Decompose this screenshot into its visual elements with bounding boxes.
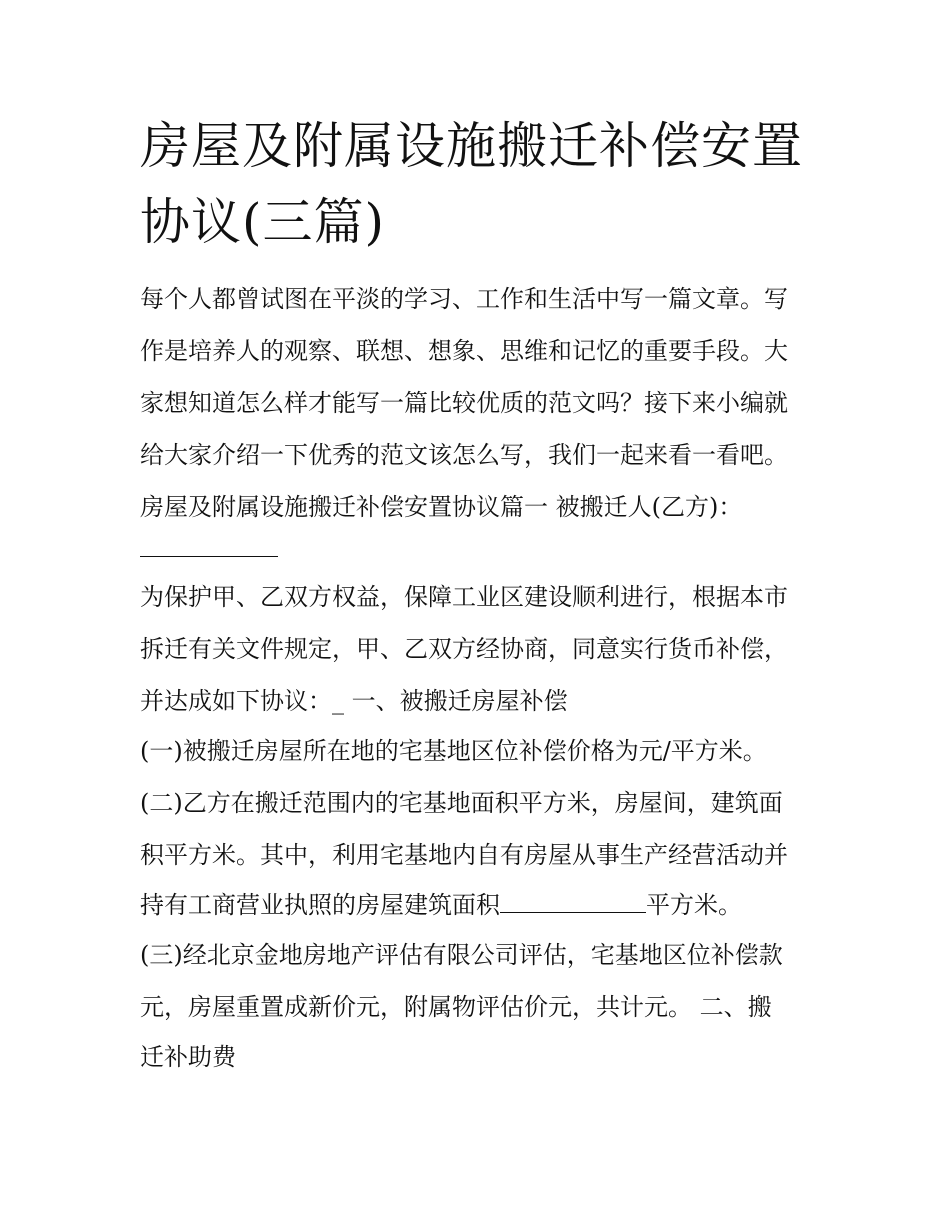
paragraph-line: 为保护甲、乙双方权益，保障工业区建设顺利进行，根据本市 [140,583,788,611]
area-line-suffix: 平方米。 [646,891,742,919]
paragraph-line: (一)被搬迁房屋所在地的宅基地区位补偿价格为元/平方米。 [140,737,767,765]
paragraph-line: 家想知道怎么样才能写一篇比较优质的范文吗？接下来小编就 [140,389,788,417]
paragraph-line: 给大家介绍一下优秀的范文该怎么写，我们一起来看一看吧。 [140,441,788,469]
title-line-2: 协议(三篇) [140,193,386,251]
paragraph-line: (二)乙方在搬迁范围内的宅基地面积平方米，房屋间，建筑面 [140,789,783,817]
paragraph-line: 积平方米。其中，利用宅基地内自有房屋从事生产经营活动并 [140,841,788,869]
area-line-prefix: 持有工商营业执照的房屋建筑面积 [140,891,500,919]
paragraph-line: 每个人都曾试图在平淡的学习、工作和生活中写一篇文章。写 [140,285,788,313]
document-title [140,108,820,260]
paragraph-line: 并达成如下协议：_ 一、被搬迁房屋补偿 [140,687,568,715]
paragraph-line: (三)经北京金地房地产评估有限公司评估，宅基地区位补偿款 [140,941,783,969]
paragraph-line-area [140,880,820,930]
paragraph-line: 拆迁有关文件规定，甲、乙双方经协商，同意实行货币补偿， [140,635,788,663]
paragraph-line: 元，房屋重置成新价元，附属物评估价元，共计元。 二、搬 [140,993,772,1021]
paragraph-line: 迁补助费 [140,1043,236,1071]
title-line-1: 房屋及附属设施搬迁补偿安置 [140,117,803,175]
paragraph-line: 作是培养人的观察、联想、想象、思维和记忆的重要手段。大 [140,337,788,365]
paragraph-line: 房屋及附属设施搬迁补偿安置协议篇一 被搬迁人(乙方)： [140,493,743,521]
area-blank-underline [500,894,646,913]
fill-in-blank-line [140,556,278,557]
